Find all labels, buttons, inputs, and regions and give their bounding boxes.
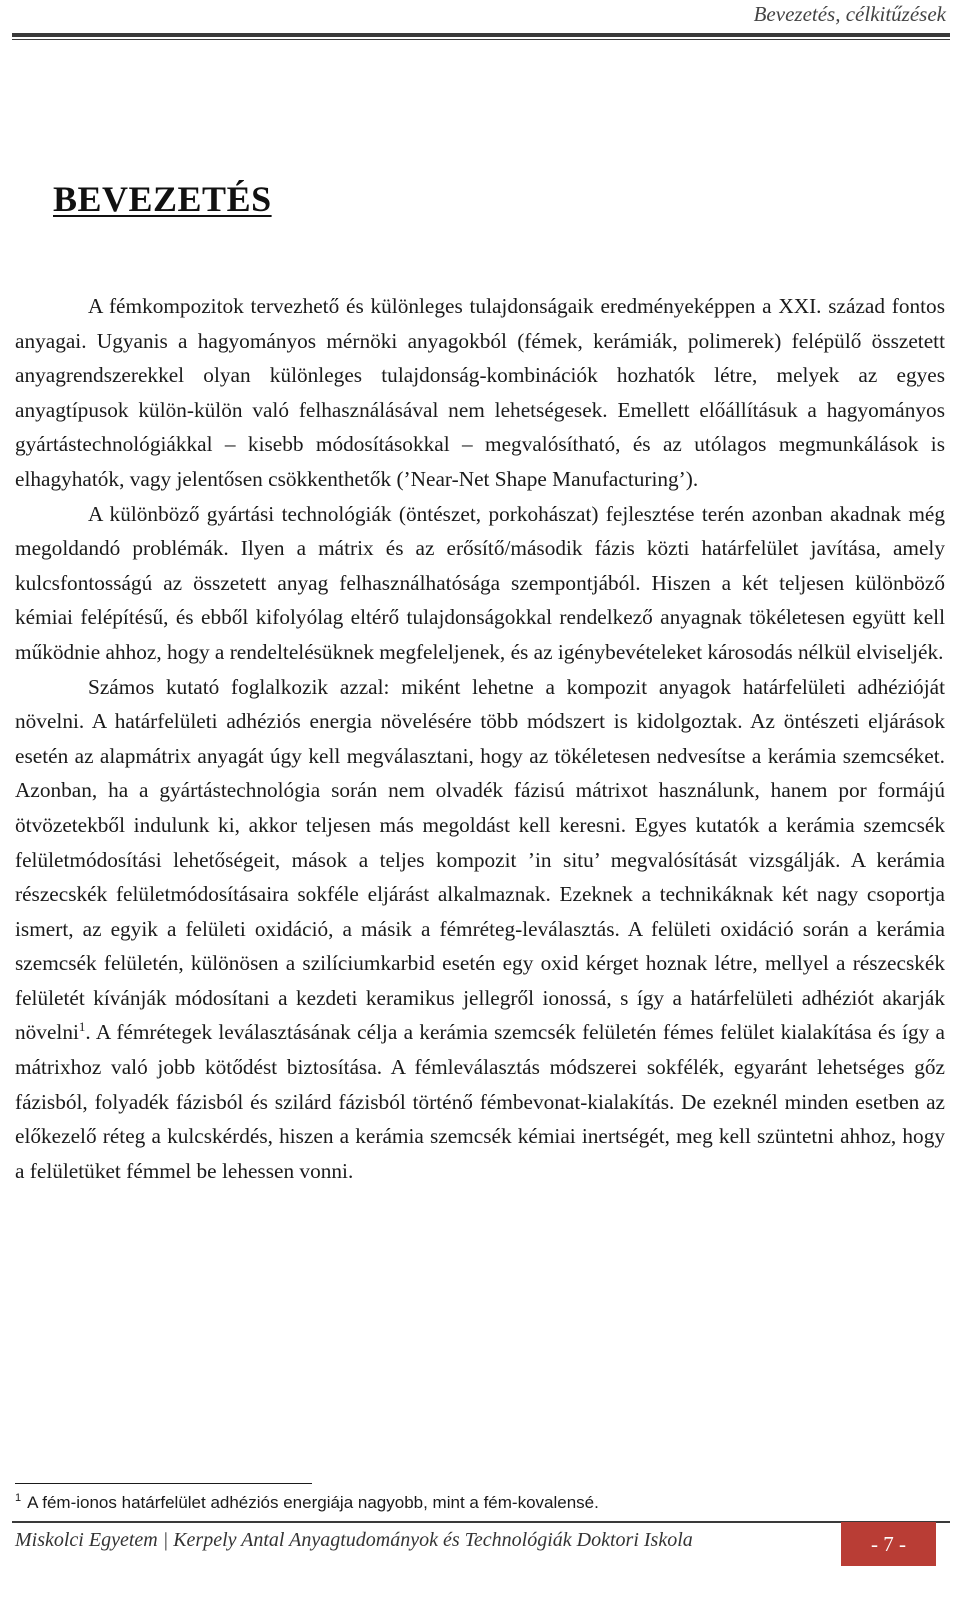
paragraph-3-tail: . A fémrétegek leválasztásának célja a kerámia szemcsék felületén fémes felület kialakítása és így a mátrixhoz való jobb kötődést biztosítása. A fémleválasztás módszerei sokfélék, egyaránt lehetséges gőz fázisból, folyadék fázisból és szilárd fázisból történő fémbevonat-kialakítás. De ezeknél minden esetben az előkezelő réteg a kulcskérdés, hiszen a kerámia szemcsék kémiai inertségét, meg kell szüntetni ahhoz, hogy a felületüket fémmel be lehessen vonni. [15, 1020, 945, 1183]
body-text [15, 289, 945, 1188]
paragraph-3-text: Számos kutató foglalkozik azzal: miként lehetne a kompozit anyagok határfelületi adhézióját növelni. A határfelületi adhéziós energia növelésére több módszert is kidolgoztak. Az öntészeti eljárások esetén az alapmátrix anyagát úgy kell megválasztani, hogy az tökéletesen nedvesítse a kerámia szemcséket. Azonban, ha a gyártástechnológia során nem olvadék fázisú mátrixot használunk, hanem por formájú ötvözetekből indulunk ki, akkor teljesen más megoldást kell keresni. Egyes kutatók a kerámia szemcsék felületmódosítási lehetőségeit, mások a teljes kompozit ’in situ’ megvalósítását vizsgálják. A kerámia részecskék felületmódosításaira sokféle eljárást alkalmaznak. Ezeknek a technikáknak két nagy csoportja ismert, az egyik a felületi oxidáció, a másik a fémréteg-leválasztás. A felületi oxidáció során a kerámia szemcsék felületén, különösen a szilíciumkarbid esetén egy oxid kérget hoznak létre, mellyel a részecskék felületét kívánják módosítani a kezdeti keramikus jellegről ionossá, s így a határfelületi adhéziót akarják növelni [15, 674, 945, 1045]
footnote [15, 1492, 935, 1514]
footnote-text: A fém-ionos határfelület adhéziós energiája nagyobb, mint a fém-kovalensé. [27, 1493, 599, 1512]
header-rule-thin [12, 39, 950, 40]
paragraph-1: A fémkompozitok tervezhető és különleges tulajdonságaik eredményeképpen a XXI. század fontos anyagai. Ugyanis a hagyományos mérnöki anyagokból (fémek, kerámiák, polimerek) felépülő összetett anyagrendszerekkel olyan különleges tulajdonság-kombinációk hozhatók létre, melyek az egyes anyagtípusok külön-külön való felhasználásával nem lehetségesek. Emellett előállításuk a hagyományos gyártástechnológiákkal – kisebb módosításokkal – megvalósítható, és az utólagos megmunkálások is elhagyhatók, vagy jelentősen csökkenthetők (’Near-Net Shape Manufacturing’). [15, 294, 945, 491]
running-header: Bevezetés, célkitűzések [753, 2, 946, 26]
footer-institution: Miskolci Egyetem | Kerpely Antal Anyagtudományok és Technológiák Doktori Iskola [15, 1529, 693, 1551]
footnote-ref-mark[interactable]: 1 [78, 1019, 86, 1035]
footer-rule [12, 1521, 950, 1523]
chapter-title: BEVEZETÉS [53, 179, 272, 219]
page-number: - 7 - [871, 1531, 906, 1556]
paragraph-2: A különböző gyártási technológiák (öntészet, porkohászat) fejlesztése terén azonban akadnak még megoldandó problémák. Ilyen a mátrix és az erősítő/második fázis közti határfelület javítása, amely kulcsfontosságú az összetett anyag felhasználhatósága szempontjából. Hiszen a két teljesen különböző kémiai felépítésű, és ebből kifolyólag eltérő tulajdonságokkal rendelkező anyagnak tökéletesen együtt kell működnie ahhoz, hogy a rendeltelésüknek megfeleljenek, és az igénybevételeket károsodás nélkül elviseljék. [15, 501, 945, 664]
footnote-rule [15, 1483, 312, 1484]
header-rule [12, 33, 950, 37]
paragraph-3 [15, 670, 945, 1189]
footnote-mark: 1 [15, 1492, 22, 1505]
page-number-badge [841, 1522, 936, 1566]
